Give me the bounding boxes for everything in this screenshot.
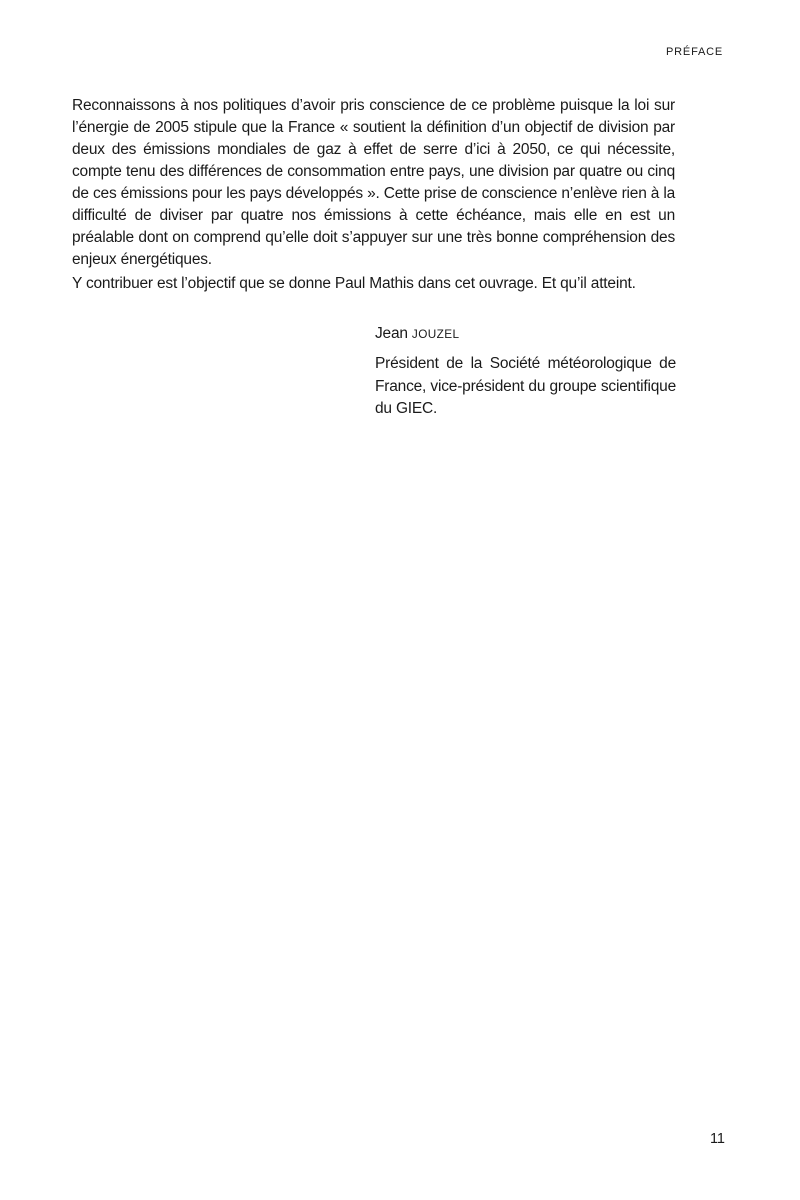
preface-text-block [72,95,675,421]
signature-block [375,323,676,421]
signature-last-name: JOUZEL [411,328,460,341]
preface-paragraph-1: Reconnaissons à nos politiques d’avoir pris conscience de ce problème puisque la loi sur l’énergie de 2005 stipule que la France « soutient la définition d’un objectif de division par deux des émissions mondiales de gaz à effet de serre d’ici à 2050, ce qui nécessite, compte tenu des différences de consommation entre pays, une division par quatre ou cinq de ces émissions pour les pays développés ». Cette prise de conscience n’enlève rien à la difficulté de diviser par quatre nos émissions à cette échéance, mais elle en est un préalable dont on comprend qu’elle doit s’appuyer sur une très bonne compréhension des enjeux énergétiques. [72,97,675,268]
page-number: 11 [709,1131,725,1147]
signature-first-name: Jean [375,325,412,342]
preface-paragraph-2: Y contribuer est l’objectif que se donne Paul Mathis dans cet ouvrage. Et qu’il atteint. [72,275,636,292]
signature-name [375,323,676,346]
running-head: PRÉFACE [666,46,723,58]
signature-title: Président de la Société météorologique de France, vice-président du groupe scientifique du GIEC. [375,355,676,417]
